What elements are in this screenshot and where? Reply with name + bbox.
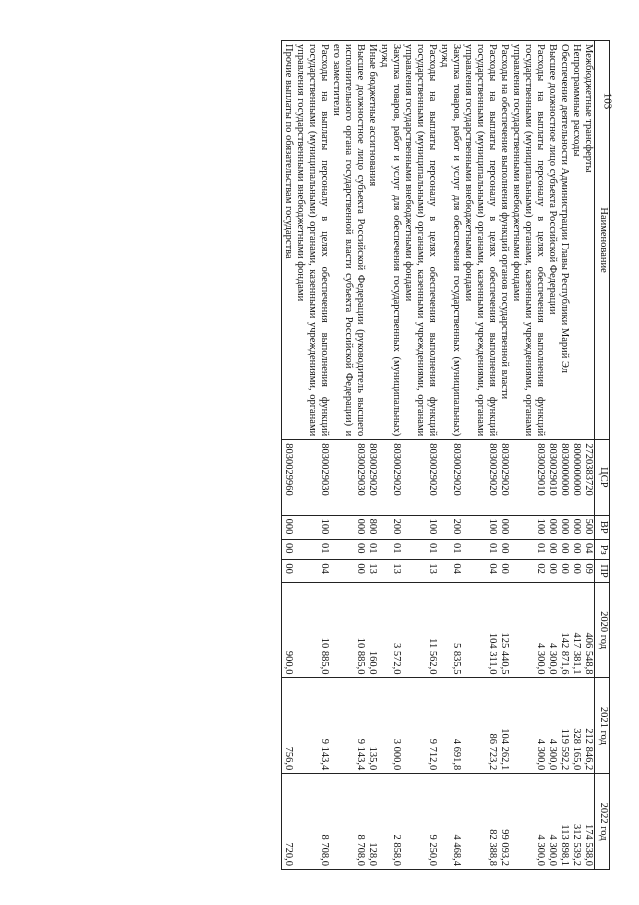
row-2021: 3 000,0 [378, 678, 402, 774]
row-2022: 174 538,0 [582, 774, 595, 870]
row-2021: 9 712,0 [402, 678, 438, 774]
row-pr: 04 [462, 560, 498, 582]
table-row [330, 41, 366, 870]
header-name: Наименование [595, 41, 610, 440]
row-vr: 000 [282, 515, 295, 539]
row-csr: 8030029030 [294, 440, 330, 515]
table-row [462, 41, 498, 870]
row-rz: 00 [330, 540, 366, 560]
row-name: Расходы на обеспечение выполнения функций органов государственной власти [498, 41, 510, 440]
row-rz: 01 [438, 540, 462, 560]
row-pr: 00 [570, 560, 582, 582]
row-2021: 212 846,2 [582, 678, 595, 774]
row-pr: 00 [330, 560, 366, 582]
row-pr: 09 [582, 560, 595, 582]
row-2022: 4 300,0 [510, 774, 546, 870]
row-2022: 9 250,0 [402, 774, 438, 870]
row-2021: 135,0 [366, 678, 378, 774]
row-name: Обеспечение деятельности Администрации Главы Республики Марий Эл [558, 41, 570, 440]
row-rz: 01 [378, 540, 402, 560]
table-row [510, 41, 546, 870]
row-2022: 720,0 [282, 774, 295, 870]
row-rz: 00 [546, 540, 558, 560]
row-2021: 4 300,0 [510, 678, 546, 774]
header-2022: 2022 год [595, 774, 610, 870]
header-rz: Рз [595, 540, 610, 560]
row-pr: 02 [510, 560, 546, 582]
row-name: Иные бюджетные ассигнования [366, 41, 378, 440]
header-pr: ПР [595, 560, 610, 582]
row-2020: 10 885,0 [294, 582, 330, 678]
row-rz: 01 [366, 540, 378, 560]
row-2020: 900,0 [282, 582, 295, 678]
row-vr: 800 [366, 515, 378, 539]
table-row [402, 41, 438, 870]
row-csr: 8030029960 [282, 440, 295, 515]
row-vr: 000 [498, 515, 510, 539]
row-vr: 000 [330, 515, 366, 539]
row-name: Расходы на выплаты персоналу в целях обеспечения выполнения функций государственными (муниципальными) органами, казенными учреждениями, органами управления государственными внебюджетными фондами [510, 41, 546, 440]
row-name: Закупка товаров, работ и услуг для обеспечения государственных (муниципальных) нужд [438, 41, 462, 440]
row-rz: 00 [570, 540, 582, 560]
row-name: Расходы на выплаты персоналу в целях обеспечения выполнения функций государственными (муниципальными) органами, казенными учреждениями, органами управления государственными внебюджетными фондами [294, 41, 330, 440]
row-pr: 04 [294, 560, 330, 582]
row-2021: 4 691,8 [438, 678, 462, 774]
row-2022: 4 468,4 [438, 774, 462, 870]
row-2022: 113 898,1 [558, 774, 570, 870]
row-2020: 11 562,0 [402, 582, 438, 678]
row-csr: 8030029020 [378, 440, 402, 515]
row-csr: 8030029020 [438, 440, 462, 515]
row-csr: 8030029020 [402, 440, 438, 515]
table-row [570, 41, 582, 870]
row-rz: 01 [294, 540, 330, 560]
row-2022: 312 539,2 [570, 774, 582, 870]
table-row [294, 41, 330, 870]
row-2022: 99 093,2 [498, 774, 510, 870]
row-csr: 8030029020 [462, 440, 498, 515]
row-2020: 5 835,5 [438, 582, 462, 678]
row-2021: 4 300,0 [546, 678, 558, 774]
row-2020: 160,0 [366, 582, 378, 678]
row-rz: 01 [402, 540, 438, 560]
rotated-page [45, 40, 610, 890]
row-2022: 4 300,0 [546, 774, 558, 870]
row-csr: 8030029020 [366, 440, 378, 515]
row-vr: 000 [558, 515, 570, 539]
header-vr: ВР [595, 515, 610, 539]
row-csr: 8030029010 [546, 440, 558, 515]
row-csr: 2720383720 [582, 440, 595, 515]
row-name: Расходы на выплаты персоналу в целях обеспечения выполнения функций государственными (муниципальными) органами, казенными учреждениями, органами управления государственными внебюджетными фондами [402, 41, 438, 440]
row-2020: 104 311,0 [462, 582, 498, 678]
row-name: Непрограммные расходы [570, 41, 582, 440]
row-vr: 000 [570, 515, 582, 539]
row-2021: 9 143,4 [294, 678, 330, 774]
row-2022: 128,0 [366, 774, 378, 870]
row-2020: 142 871,6 [558, 582, 570, 678]
row-name: Расходы на выплаты персоналу в целях обеспечения выполнения функций государственными (муниципальными) органами, казенными учреждениями, органами управления государственными внебюджетными фондами [462, 41, 498, 440]
row-vr: 100 [462, 515, 498, 539]
row-pr: 00 [558, 560, 570, 582]
row-2021: 328 165,0 [570, 678, 582, 774]
row-2021: 86 723,2 [462, 678, 498, 774]
row-pr: 13 [402, 560, 438, 582]
table-row [582, 41, 595, 870]
row-pr: 00 [282, 560, 295, 582]
row-2020: 4 300,0 [546, 582, 558, 678]
row-2020: 3 572,0 [378, 582, 402, 678]
table-row [438, 41, 462, 870]
row-name: Высшее должностное лицо субъекта Российской Федерации (руководитель высшего исполнительного органа государственной власти субъекта Российской Федерации) и его заместители [330, 41, 366, 440]
table-row [378, 41, 402, 870]
row-name: Прочие выплаты по обязательствам государства [282, 41, 295, 440]
row-name: Межбюджетные трансферты [582, 41, 595, 440]
row-rz: 00 [558, 540, 570, 560]
row-vr: 200 [378, 515, 402, 539]
row-pr: 00 [546, 560, 558, 582]
row-2020: 10 885,0 [330, 582, 366, 678]
row-2020: 417 381,1 [570, 582, 582, 678]
row-csr: 8030000000 [558, 440, 570, 515]
table-row [498, 41, 510, 870]
row-rz: 00 [282, 540, 295, 560]
row-2020: 125 440,5 [498, 582, 510, 678]
row-name: Закупка товаров, работ и услуг для обеспечения государственных (муниципальных) нужд [378, 41, 402, 440]
row-2022: 82 388,8 [462, 774, 498, 870]
row-rz: 04 [582, 540, 595, 560]
row-vr: 000 [546, 515, 558, 539]
row-2020: 406 548,8 [582, 582, 595, 678]
row-vr: 200 [438, 515, 462, 539]
budget-table [281, 40, 610, 870]
row-pr: 13 [378, 560, 402, 582]
header-csr: ЦСР [595, 440, 610, 515]
row-2022: 8 708,0 [294, 774, 330, 870]
row-rz: 00 [498, 540, 510, 560]
row-pr: 13 [366, 560, 378, 582]
row-csr: 8030029030 [330, 440, 366, 515]
row-2021: 104 262,1 [498, 678, 510, 774]
header-2020: 2020 год [595, 582, 610, 678]
row-csr: 8030029010 [510, 440, 546, 515]
page-number: 103 [600, 92, 613, 110]
row-pr: 04 [438, 560, 462, 582]
row-2021: 756,0 [282, 678, 295, 774]
table-row [546, 41, 558, 870]
table-row [282, 41, 295, 870]
row-vr: 100 [294, 515, 330, 539]
row-pr: 00 [498, 560, 510, 582]
row-csr: 8030029020 [498, 440, 510, 515]
row-rz: 01 [462, 540, 498, 560]
table-row [558, 41, 570, 870]
row-2022: 2 858,0 [378, 774, 402, 870]
row-name: Высшее должностное лицо субъекта Российской Федерации [546, 41, 558, 440]
table-row [366, 41, 378, 870]
row-2022: 8 708,0 [330, 774, 366, 870]
row-vr: 100 [402, 515, 438, 539]
row-csr: 8000000000 [570, 440, 582, 515]
table-header [595, 41, 610, 870]
row-rz: 01 [510, 540, 546, 560]
header-2021: 2021 год [595, 678, 610, 774]
table-body [282, 41, 595, 870]
row-vr: 500 [582, 515, 595, 539]
row-2021: 119 592,2 [558, 678, 570, 774]
row-2021: 9 143,4 [330, 678, 366, 774]
row-2020: 4 300,0 [510, 582, 546, 678]
row-vr: 100 [510, 515, 546, 539]
